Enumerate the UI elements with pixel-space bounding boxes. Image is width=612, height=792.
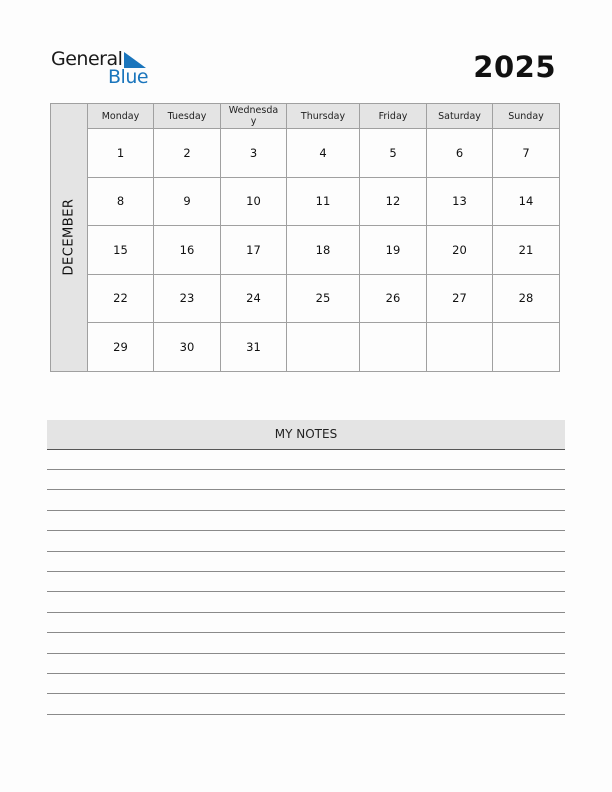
weekday-thursday: Thursday [287,104,360,129]
day-cell[interactable]: 7 [493,129,560,178]
note-line[interactable] [47,612,565,613]
note-line[interactable] [47,714,565,715]
note-line[interactable] [47,591,565,592]
note-line[interactable] [47,530,565,531]
year-title: 2025 [473,50,556,84]
note-line[interactable] [47,469,565,470]
empty-day-cell[interactable] [287,323,360,372]
week-row [51,323,560,372]
notes-header: MY NOTES [47,420,565,450]
note-line[interactable] [47,489,565,490]
day-cell[interactable]: 9 [154,177,221,226]
week-row [51,177,560,226]
day-cell[interactable]: 14 [493,177,560,226]
general-blue-logo [51,48,151,88]
day-cell[interactable]: 15 [88,226,154,275]
weekday-wednesday: Wednesda y [221,104,287,129]
day-cell[interactable]: 10 [221,177,287,226]
weekday-sunday: Sunday [493,104,560,129]
day-cell[interactable]: 28 [493,274,560,323]
weekday-saturday: Saturday [427,104,493,129]
day-cell[interactable]: 20 [427,226,493,275]
weekday-friday: Friday [360,104,427,129]
note-line[interactable] [47,693,565,694]
note-line[interactable] [47,551,565,552]
day-cell[interactable]: 5 [360,129,427,178]
day-cell[interactable]: 25 [287,274,360,323]
empty-day-cell[interactable] [493,323,560,372]
day-cell[interactable]: 21 [493,226,560,275]
calendar-grid [50,103,560,372]
day-cell[interactable]: 16 [154,226,221,275]
month-label-cell [51,104,88,372]
day-cell[interactable]: 2 [154,129,221,178]
day-cell[interactable]: 6 [427,129,493,178]
day-cell[interactable]: 27 [427,274,493,323]
weekday-tuesday: Tuesday [154,104,221,129]
day-cell[interactable]: 8 [88,177,154,226]
logo-text-blue: Blue [108,66,149,88]
logo-text-general: General [51,48,123,70]
note-line[interactable] [47,673,565,674]
day-cell[interactable]: 11 [287,177,360,226]
month-label: DECEMBER [61,198,77,276]
day-cell[interactable]: 3 [221,129,287,178]
week-row [51,226,560,275]
day-cell[interactable]: 19 [360,226,427,275]
day-cell[interactable]: 17 [221,226,287,275]
day-cell[interactable]: 30 [154,323,221,372]
day-cell[interactable]: 18 [287,226,360,275]
day-cell[interactable]: 24 [221,274,287,323]
day-cell[interactable]: 12 [360,177,427,226]
day-cell[interactable]: 13 [427,177,493,226]
day-cell[interactable]: 22 [88,274,154,323]
weekday-header-row [51,104,560,129]
day-cell[interactable]: 31 [221,323,287,372]
note-line[interactable] [47,632,565,633]
note-line[interactable] [47,653,565,654]
day-cell[interactable]: 4 [287,129,360,178]
week-row [51,274,560,323]
note-line[interactable] [47,571,565,572]
empty-day-cell[interactable] [427,323,493,372]
note-line[interactable] [47,510,565,511]
day-cell[interactable]: 26 [360,274,427,323]
empty-day-cell[interactable] [360,323,427,372]
weekday-monday: Monday [88,104,154,129]
day-cell[interactable]: 1 [88,129,154,178]
week-row [51,129,560,178]
day-cell[interactable]: 29 [88,323,154,372]
day-cell[interactable]: 23 [154,274,221,323]
